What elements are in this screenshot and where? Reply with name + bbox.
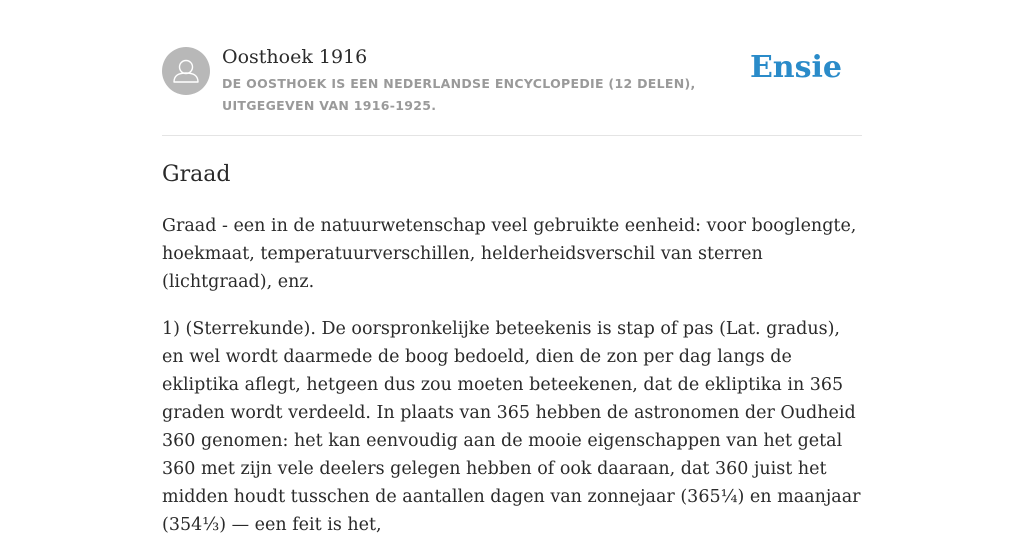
- user-icon: [162, 47, 210, 95]
- source-name[interactable]: Oosthoek 1916: [222, 46, 368, 68]
- source-description: DE OOSTHOEK IS EEN NEDERLANDSE ENCYCLOPEDIE (12 DELEN), UITGEGEVEN VAN 1916-1925.: [222, 76, 696, 113]
- ensie-logo-link[interactable]: Ensie: [749, 50, 842, 85]
- article-page: [162, 0, 862, 539]
- entry-paragraph-1: Graad - een in de natuurwetenschap veel gebruikte eenheid: voor booglengte, hoekmaat, temperatuurverschillen, helderheidsverschil van sterren (lichtgraad), enz.: [162, 216, 857, 292]
- entry-paragraph-2: 1) (Sterrekunde). De oorspronkelijke beteekenis is stap of pas (Lat. gradus), en wel wordt daarmede de boog bedoeld, dien de zon per dag langs de ekliptika aflegt, hetgeen dus zou moeten beteekenen, dat de ekliptika in 365 graden wordt verdeeld. In plaats van 365 hebben de astronomen der Oudheid 360 genomen: het kan eenvoudig aan de mooie eigenschappen van het getal 360 met zijn vele deelers gelegen hebben of ook daaraan, dat 360 juist het midden houdt tusschen de aantallen dagen van zonnejaar (365¼) en maanjaar (354⅓) — een feit is het,: [162, 319, 861, 535]
- source-header: [162, 0, 862, 136]
- page-title: Graad: [162, 162, 231, 187]
- avatar[interactable]: [162, 47, 210, 95]
